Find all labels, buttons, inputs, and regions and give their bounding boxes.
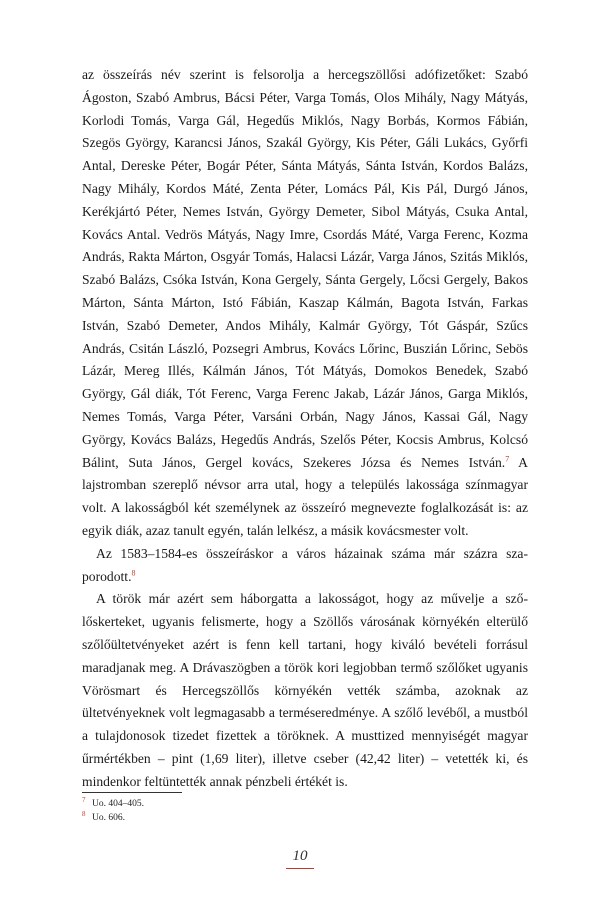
paragraph-vineyards [82,588,528,793]
paragraph-3-text: A török már azért sem háborgatta a lakosságot, hogy az művelje a szőlőskerteket, ugyanis felismerte, hogy a Szöllős városának környékén elterülő szőlőültetvényeket azért is fenn kell tartani, hogy kiváló bevételi forrásul maradjanak meg. A Drávaszögben a török kori legjobban termő szőlőket ugyanis Vörösmart és Hercegszöllős környékén vették számba, azoknak az ültetvényeknek volt legmagasabb a terméseredménye. A szőlő levéből, a mustból a tulajdonosok tizedet fizettek a töröknek. A musttized mennyiségét magyar űrmértékben – pint (1,69 liter), illetve cseber (42,42 liter) – vetették ki, és mindenkor feltüntették annak pénzbeli értékét is. [82,591,528,789]
footnote-ref-7[interactable]: 7 [505,454,510,464]
footnote-ref-8[interactable]: 8 [131,568,136,577]
paragraph-names-list [82,64,528,543]
footnote-8: 8 Uo. 606. [82,809,125,823]
paragraph-2-text: Az 1583–1584-es összeíráskor a város házainak száma már százra szaporodott. [82,545,528,584]
page-number: 10 [292,848,308,864]
footnote-8-text: Uo. 606. [92,813,125,823]
page-number-underline [286,868,314,869]
footnote-separator [82,792,182,793]
footnote-7-text: Uo. 404–405. [92,799,144,809]
page-body [82,64,528,794]
paragraph-houses-count [82,543,528,589]
footnotes [82,797,528,825]
footnote-7: 7 Uo. 404–405. [82,795,144,809]
paragraph-1-text: az összeírás név szerint is felsorolja a hercegszöllősi adófizetőket: Szabó Ágoston, Szabó Ambrus, Bácsi Péter, Varga Tomás, Olos Mihály, Nagy Mátyás, Korlodi Tomás, Varga Gál, Hegedűs Miklós, Nagy Borbás, Kormos Fábián, Szegös György, Karancsi János, Szakál György, Kis Péter, Gáli Lukács, Győrfi Antal, Dereske Péter, Bogár Péter, Sánta Mátyás, Sánta István, Kordos Balázs, Nagy Mihály, Kordos Máté, Zenta Péter, Lomács Pál, Kis Pál, Durgó János, Kerékjártó Péter, Nemes István, György Demeter, Sibol Mátyás, Csuka Antal, Kovács Antal. Vedrös Mátyás, Nagy Imre, Csordás Máté, Varga Ferenc, Kozma András, Rakta Márton, Osgyár Tomás, Halacsi Lázár, Varga János, Szitás Miklós, Szabó Balázs, Csóka István, Kona Gergely, Sánta Gergely, Lőcsi Gergely, Bakos Márton, Sánta Márton, Istó Fábián, Kaszap Kálmán, Bagota István, Farkas István, Szabó Demeter, Andos Mihály, Kalmár György, Tót Gáspár, Szűcs András, Csitán László, Pozsegri Ambrus, Kovács Lőrinc, Buszián Lőrinc, Sebös Lázár, Mereg Illés, Kálmán János, Tót Mátyás, Domokos Benedek, Szabó György, Gál diák, Tót Ferenc, Varga Ferenc Jakab, Lázár János, Garga Miklós, Nemes Tomás, Varga Péter, Varsáni Orbán, Nagy János, Kassai Gál, Nagy György, Kovács Balázs, Hegedűs András, Szelős Péter, Kocsis Ambrus, Kolcsó Bálint, Suta János, Gergel kovács, Szekeres Józsa és Nemes István. [82,67,528,470]
paragraph-1-continuation: A lajstromban szereplő névsor arra utal, hogy a település lakossága színmagyar volt. A lakosságból két személynek az összeíró megnevezte foglalkozását is: az egyik diák, azaz tanult egyén, talán lelkész, a másik kovácsmester volt. [82,454,528,538]
